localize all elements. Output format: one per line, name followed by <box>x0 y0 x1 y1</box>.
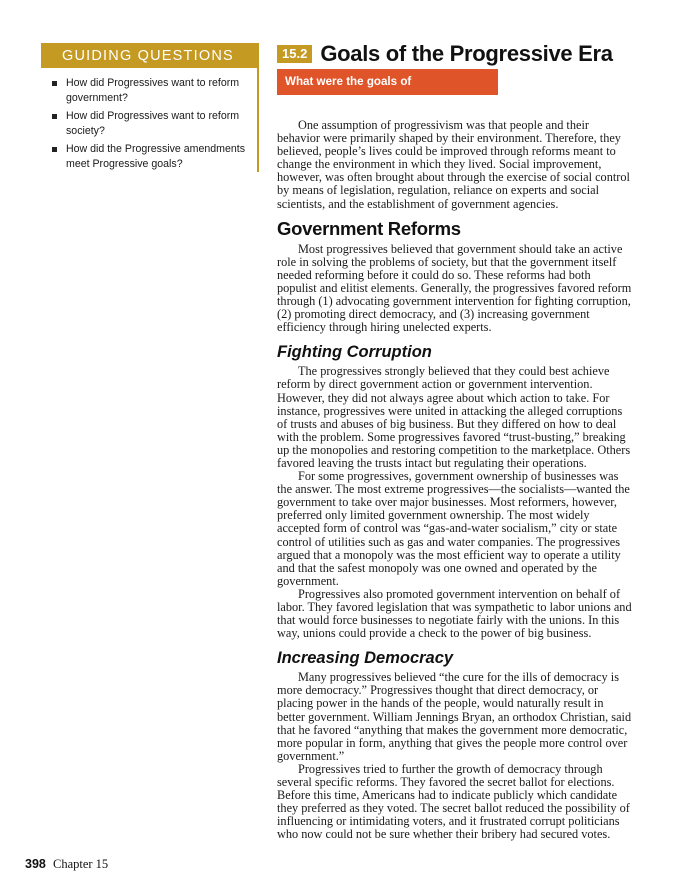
intro-paragraph: One assumption of progressivism was that people and their behavior were primarily shaped by their environment. Therefore, they believed, people’s lives could be improved through reforms meant to change the environment in which they lived. Social improvement, however, was often brought about through the exercise of social control by means of legislation, regulation, reliance on experts and social scientists, and the establishment of government agencies. <box>277 118 630 211</box>
guiding-questions-rule <box>257 68 259 172</box>
body-paragraph: Progressives also promoted government intervention on behalf of labor. They favored legislation that was sympathetic to labor unions and that would force businesses to negotiate fairly with the unions. In this way, unions could provide a check to the power of big business. <box>277 586 632 641</box>
page-title: Goals of the Progressive Era <box>320 41 613 66</box>
guiding-questions-list <box>41 68 259 171</box>
main-content <box>277 43 633 842</box>
guiding-question: How did Progressives want to reform government? <box>52 76 249 105</box>
body-paragraph: Progressives tried to further the growth of democracy through several specific reforms. They favored the secret ballot for elections. Before this time, Americans had to indicate publicly which candidate they preferred as they voted. The secret ballot reduced the possibility of influencing or intimidating voters, and it frustrated corrupt politicians who now could not be sure whether their bribery had secured votes. <box>277 761 630 842</box>
guiding-question: How did the Progressive amendments meet Progressive goals? <box>52 142 249 171</box>
section-heading-government-reforms: Government Reforms <box>277 217 461 239</box>
body-paragraph: Many progressives believed “the cure for the ills of democracy is more democracy.” Progressives thought that direct democracy, or placing power in the hands of the people, would naturally result in better government. William Jennings Bryan, an orthodox Christian, said that he favored “anything that makes the government more democratic, more popular in form, anything that gives the people more control over government.” <box>277 670 632 763</box>
square-bullet-icon <box>52 147 57 152</box>
guiding-questions-header: GUIDING QUESTIONS <box>41 43 259 68</box>
page-footer <box>25 857 108 872</box>
body-paragraph: Most progressives believed that government should take an active role in solving the problems of society, but that the government itself needed reforming before it could do so. These reforms had both populist and elitist elements. Generally, the progressives favored reform through (1) advocating government intervention for fighting corruption, (2) promoting direct democracy, and (3) increasing government efficiency through hiring unelected experts. <box>277 241 632 335</box>
page-number: 398 <box>25 857 46 871</box>
section-number-badge: 15.2 <box>277 45 312 63</box>
title-row <box>277 43 633 65</box>
subsection-heading-increasing-democracy: Increasing Democracy <box>277 649 454 668</box>
chapter-label: Chapter 15 <box>52 857 109 871</box>
guiding-questions-box <box>41 43 259 175</box>
subsection-heading-fighting-corruption: Fighting Corruption <box>277 343 432 362</box>
square-bullet-icon <box>52 114 57 119</box>
essential-question-banner: What were the goals of Progressivism? <box>277 69 498 95</box>
guiding-question: How did Progressives want to reform society? <box>52 109 249 138</box>
body-paragraph: The progressives strongly believed that they could best achieve reform by direct government action or government intervention. However, they did not always agree about which action to take. For instance, progressives were united in attacking the alleged corruptions of trusts and abuses of big business. But they differed on how to deal with the problem. Some progressives favored “trust-busting,” breaking up the monopolies and restoring competition to the marketplace. Others favored leaving the trusts intact but regulating their operations. <box>277 364 631 470</box>
square-bullet-icon <box>52 81 57 86</box>
body-paragraph: For some progressives, government ownership of businesses was the answer. The most extreme progressives—the socialists—wanted the government to take over major businesses. Most reformers, however, preferred only limited government ownership. The most widely accepted form of control was “gas-and-water socialism,” city or state control of utilities such as gas and water companies. The progressives argued that a monopoly was the most efficient way to operate a utility and that the safest monopoly was one owned and operated by the government. <box>277 469 630 588</box>
